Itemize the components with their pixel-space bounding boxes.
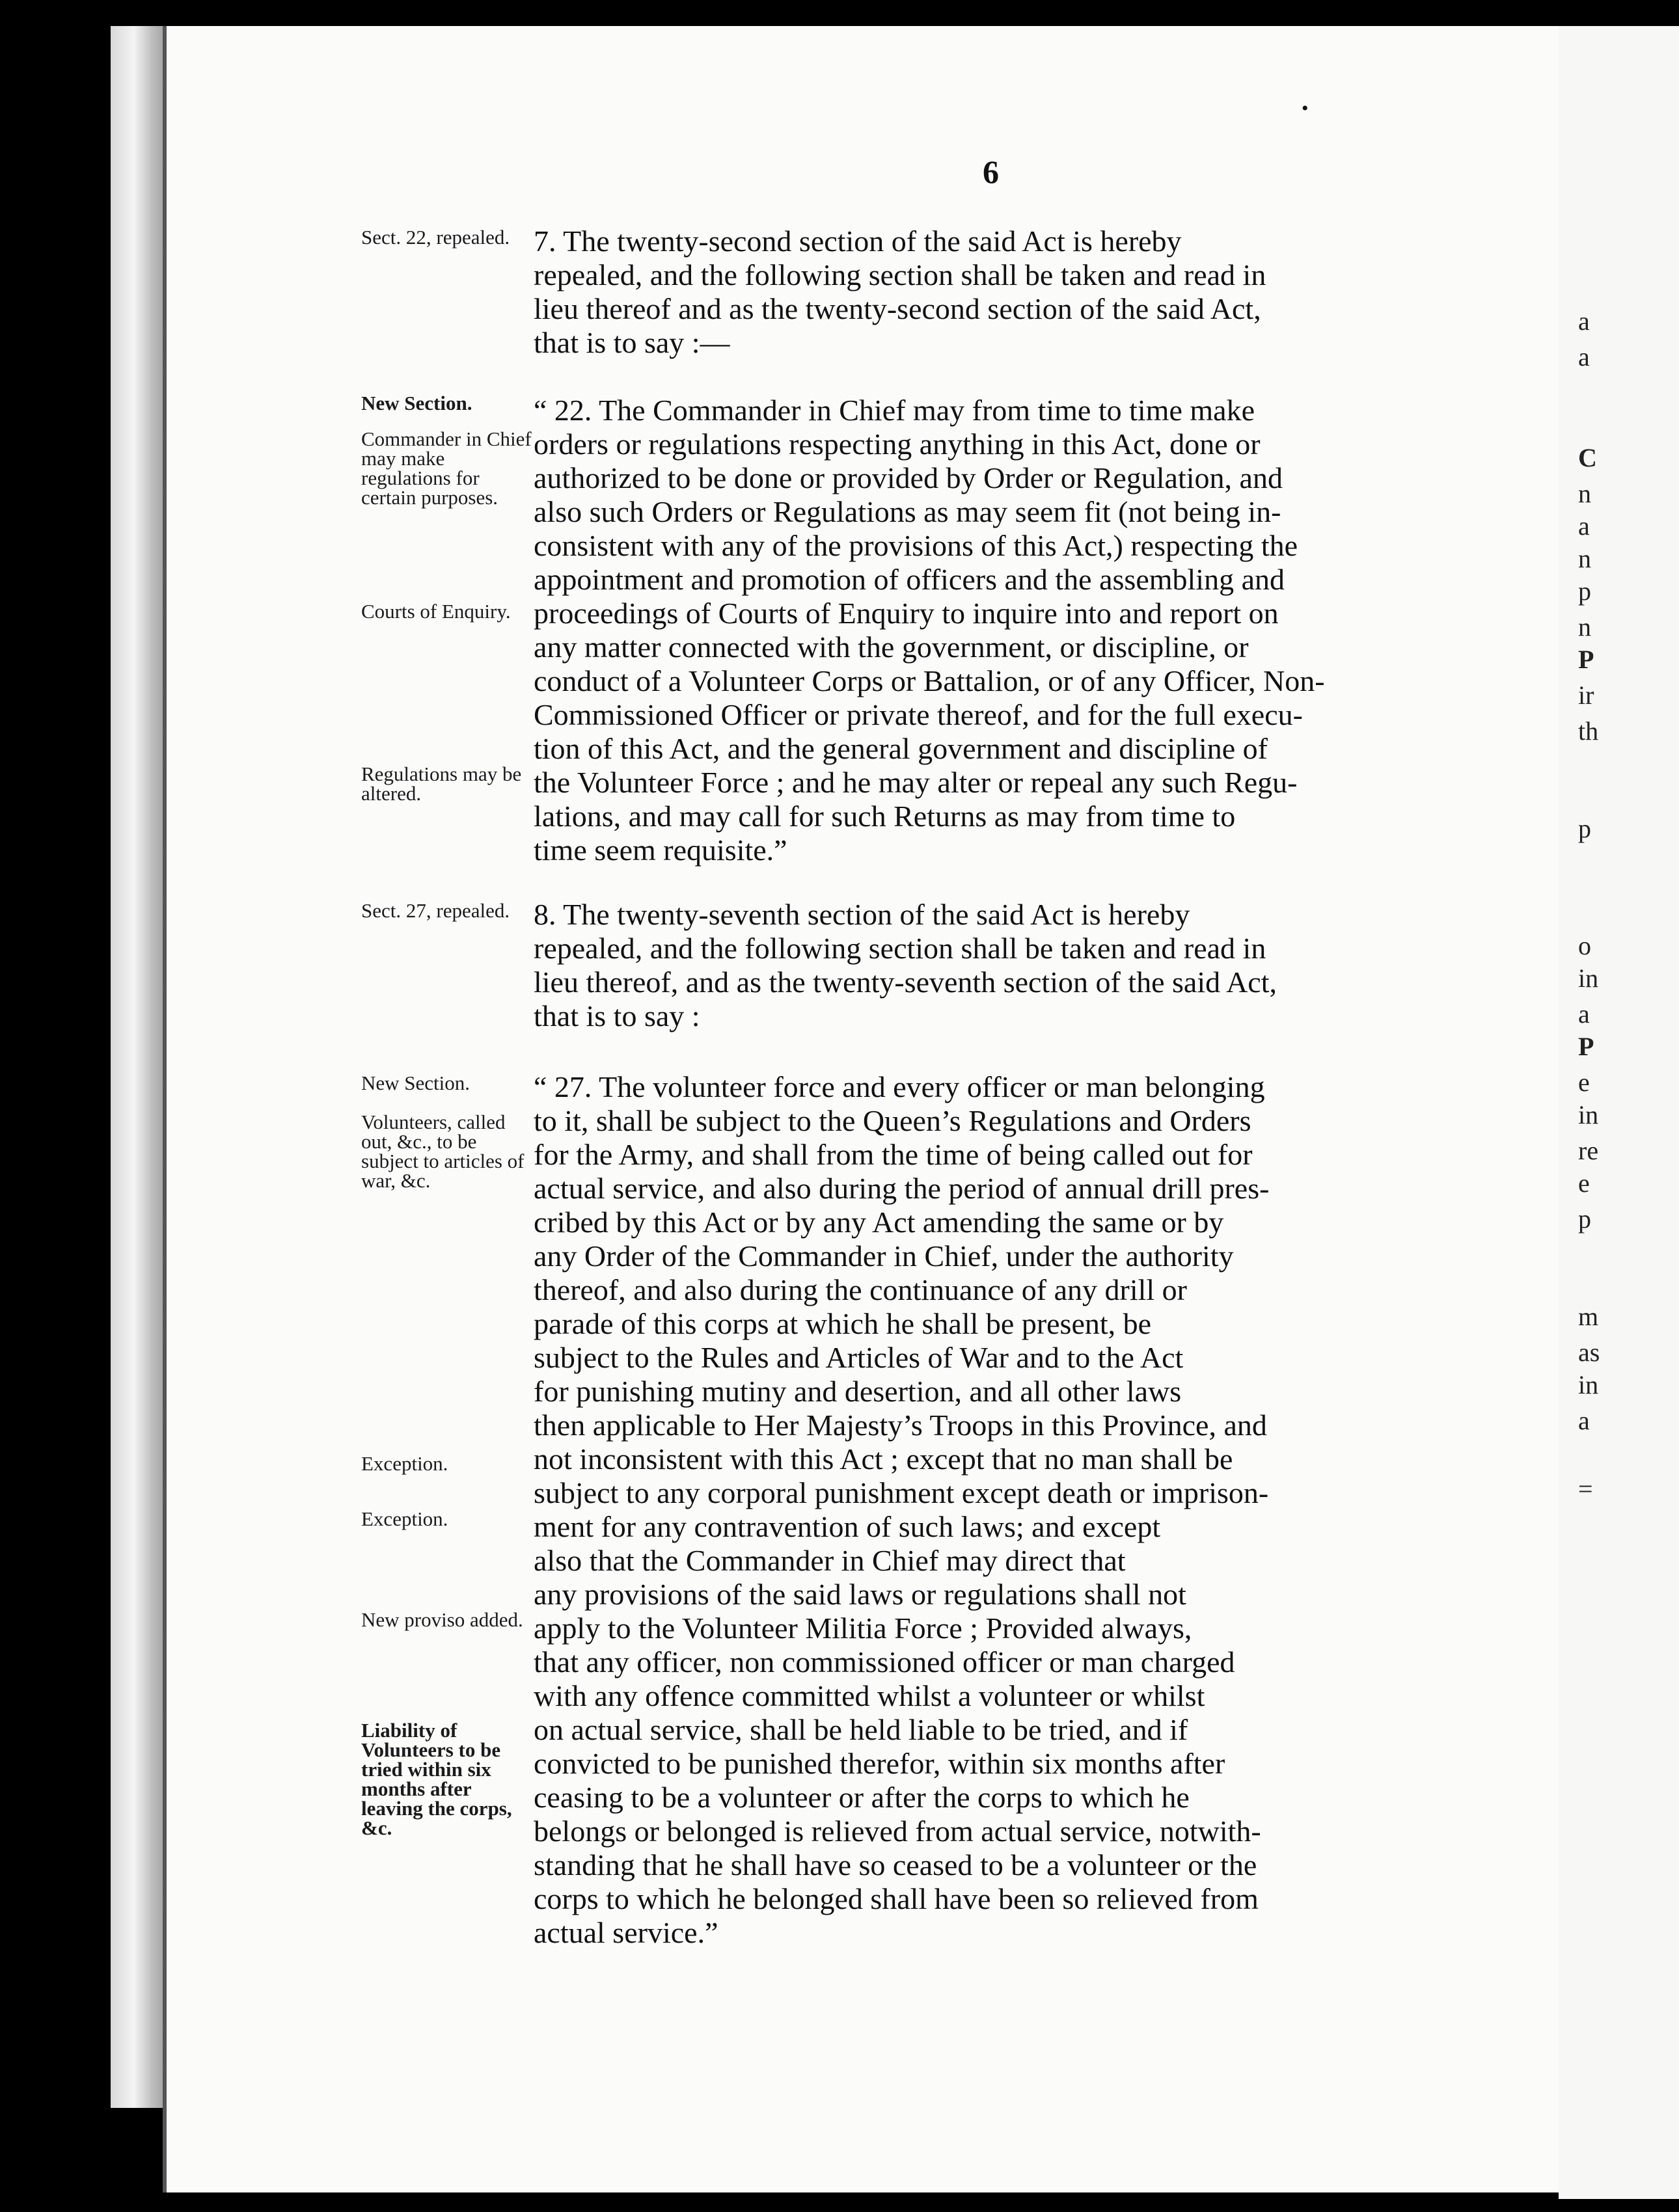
facing-page-fragment: C bbox=[1578, 443, 1597, 472]
facing-page-fragment: re bbox=[1578, 1136, 1599, 1165]
facing-page-fragment: a bbox=[1578, 511, 1590, 541]
facing-page-fragment: n bbox=[1578, 544, 1591, 573]
facing-page-fragment: p bbox=[1578, 1204, 1591, 1234]
facing-page-fragment: P bbox=[1578, 1032, 1594, 1061]
margin-note-exception: Exception. bbox=[361, 1452, 448, 1475]
facing-page-fragment: e bbox=[1578, 1168, 1590, 1198]
facing-page-fragment: ir bbox=[1578, 681, 1594, 710]
facing-page-fragment: p bbox=[1578, 576, 1591, 606]
facing-page-fragment: as bbox=[1578, 1338, 1600, 1367]
facing-page-fragment: in bbox=[1578, 964, 1599, 993]
paragraph-section-7: 7. The twenty-second section of the said Act is hereby repealed, and the following section shall be taken and read in lieu thereof and as the twenty-second section of the said Act, that is to say :— bbox=[534, 224, 1266, 359]
facing-page-fragment: th bbox=[1578, 716, 1599, 746]
facing-page-fragment: e bbox=[1578, 1068, 1590, 1097]
margin-note-volunteers-articles-of-war: Volunteers, called out, &c., to be subject to articles of war, &c. bbox=[361, 1111, 525, 1192]
paragraph-section-27: “ 27. The volunteer force and every officer or man belonging to it, shall be subject to the Queen’s Regulations and Orders for the Army, and shall from the time of being called out for actual service, and also during the period of annual drill pres- cribed by this Act or by any Act amending the same or by any Order of the Commander in Chief, under the authority thereof, and also during the continuance of any drill or parade of this corps at which he shall be present, be subject to the Rules and Articles of War and to the Act for punishing mutiny and desertion, and all other laws then applicable to Her Majesty’s Troops in this Province, and not inconsistent with this Act ; except that no man shall be subject to any corporal punishment except death or imprison- ment for any contravention of such laws; and except also that the Commander in Chief may direct that any provisions of the said laws or regulations shall not apply to the Volunteer Militia Force ; Provided always, that any officer, non commissioned officer or man charged with any offence committed whilst a volunteer or whilst on actual service, shall be held liable to be tried, and if convicted to be punished therefor, within six months after ceasing to be a volunteer or after the corps to which he belongs or belonged is relieved from actual service, notwith- standing that he shall have so ceased to be a volunteer or the corps to which he belonged shall have been so relieved from actual service.” bbox=[534, 1070, 1270, 1949]
margin-note-sect-27: Sect. 27, repealed. bbox=[361, 899, 510, 922]
margin-note-sect-22: Sect. 22, repealed. bbox=[361, 226, 510, 249]
page-binding-edge bbox=[111, 26, 169, 2108]
paragraph-section-22: “ 22. The Commander in Chief may from time to time make orders or regulations respecting anything in this Act, done or authorized to be done or provided by Order or Regulation, and also such Orders or Regulations as may seem fit (not being in- consistent with any of the provisions of this Act,) respecting the appointment and promotion of officers and the assembling and proceedings of Courts of Enquiry to inquire into and report on any matter connected with the government, or discipline, or conduct of a Volunteer Corps or Battalion, or of any Officer, Non- Commissioned Officer or private thereof, and for the full execu- tion of this Act, and the general government and discipline of the Volunteer Force ; and he may alter or repeal any such Regu- lations, and may call for such Returns as may from time to time seem requisite.” bbox=[534, 394, 1325, 867]
margin-note-exception: Exception. bbox=[361, 1507, 448, 1530]
facing-page-fragment: a bbox=[1578, 342, 1590, 371]
facing-page-fragment: a bbox=[1578, 999, 1590, 1029]
facing-page-fragment: in bbox=[1578, 1370, 1599, 1399]
facing-page-edge bbox=[1559, 26, 1679, 2199]
margin-note-courts-of-enquiry: Courts of Enquiry. bbox=[361, 600, 511, 623]
margin-note-regulations-altered: Regulations may be altered. bbox=[361, 762, 522, 805]
facing-page-fragment: n bbox=[1578, 612, 1591, 641]
facing-page-fragment: a bbox=[1578, 1406, 1590, 1435]
margin-note-new-section: New Section. bbox=[361, 392, 472, 414]
page-number: 6 bbox=[983, 154, 999, 190]
facing-page-fragment: p bbox=[1578, 814, 1591, 843]
print-speck: • bbox=[1302, 98, 1309, 119]
margin-note-new-proviso: New proviso added. bbox=[361, 1608, 523, 1631]
paragraph-section-8: 8. The twenty-seventh section of the said Act is hereby repealed, and the following section shall be taken and read in lieu thereof, and as the twenty-seventh section of the said Act, that is to say : bbox=[534, 898, 1277, 1032]
facing-page-fragment: P bbox=[1578, 645, 1594, 674]
facing-page-fragment: = bbox=[1578, 1474, 1593, 1504]
margin-note-liability-of-volunteers: Liability of Volunteers to be tried within six months after leaving the corps, &c. bbox=[361, 1719, 512, 1839]
facing-page-fragment: m bbox=[1578, 1302, 1599, 1331]
facing-page-fragment: in bbox=[1578, 1100, 1599, 1129]
facing-page-fragment: o bbox=[1578, 931, 1591, 960]
margin-note-new-section: New Section. bbox=[361, 1072, 471, 1094]
facing-page-fragment: a bbox=[1578, 306, 1590, 336]
margin-note-commander-regulations: Commander in Chief may make regulations for certain purposes. bbox=[361, 427, 532, 509]
facing-page-fragment: n bbox=[1578, 479, 1591, 508]
